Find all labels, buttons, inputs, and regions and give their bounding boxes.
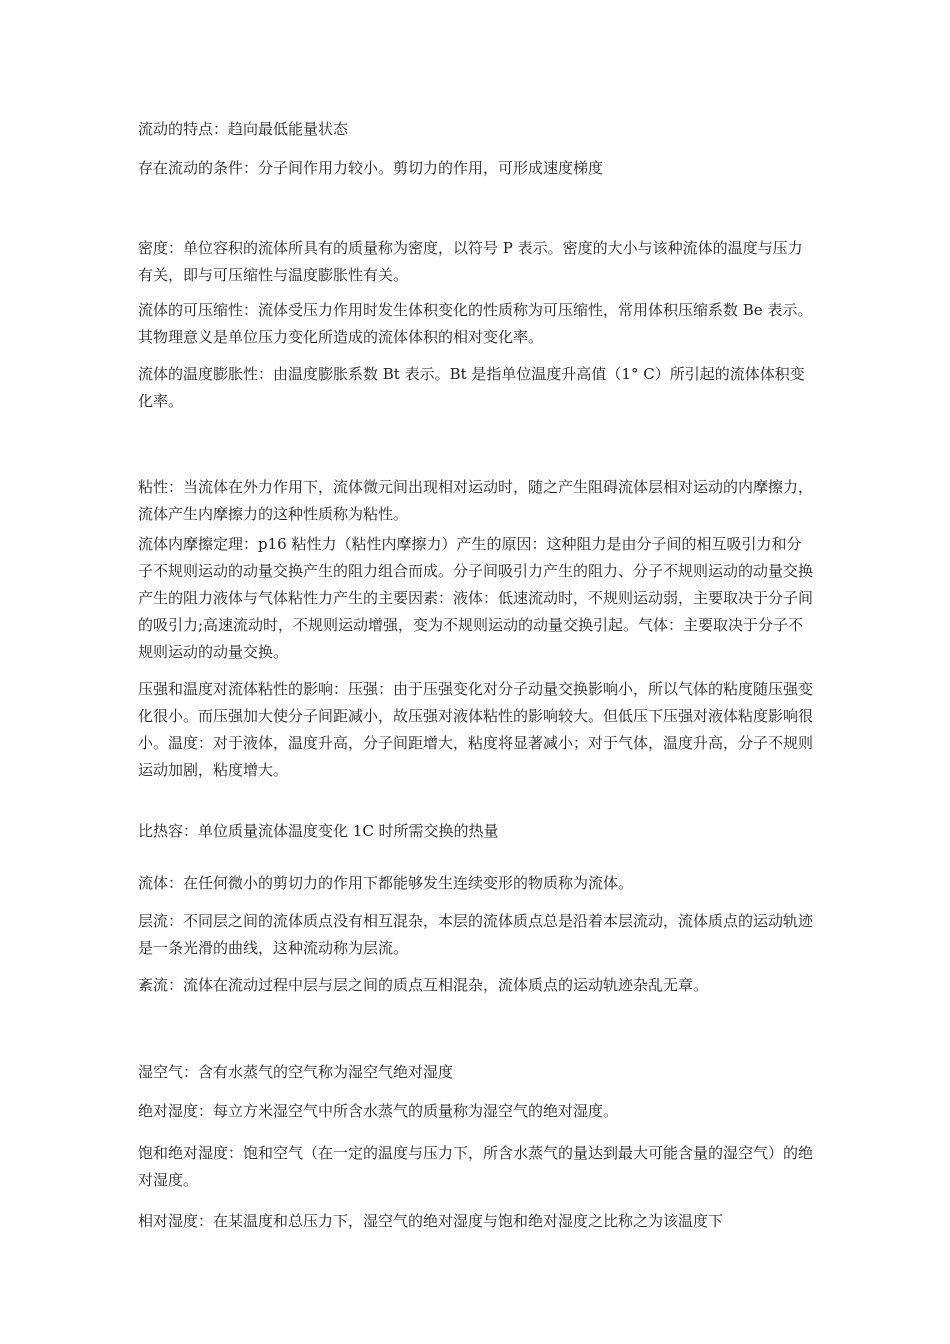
paragraph-thermal-expansion: 流体的温度膨胀性：由温度膨胀系数 Bt 表示。Bt 是指单位温度升高值（1° C）所引起的流体体积变化率。	[138, 365, 805, 410]
paragraph-flow-characteristics: 流动的特点：趋向最低能量状态	[138, 120, 349, 138]
paragraph-compressibility: 流体的可压缩性：流体受压力作用时发生体积变化的性质称为可压缩性，常用体积压缩系数 Be 表示。其物理意义是单位压力变化所造成的流体体积的相对变化率。	[138, 301, 813, 346]
paragraph-flow-conditions: 存在流动的条件：分子间作用力较小。剪切力的作用，可形成速度梯度	[138, 159, 604, 177]
paragraph-pressure-temperature-effect: 压强和温度对流体粘性的影响：压强：由于压强变化对分子动量交换影响小，所以气体的粘度随压强变化很小。而压强加大使分子间距减小，故压强对液体粘性的影响较大。但低压下压强对液体粘度影响很小。温度：对于液体，温度升高，分子间距增大，粘度将显著减小；对于气体，温度升高，分子不规则运动加剧，粘度增大。	[138, 680, 814, 779]
paragraph-humid-air: 湿空气：含有水蒸气的空气称为湿空气绝对湿度	[138, 1063, 454, 1081]
paragraph-saturated-humidity: 饱和绝对湿度：饱和空气（在一定的温度与压力下，所含水蒸气的量达到最大可能含量的湿空气）的绝对湿度。	[138, 1144, 814, 1189]
paragraph-laminar-flow: 层流：不同层之间的流体质点没有相互混杂，本层的流体质点总是沿着本层流动，流体质点的运动轨迹是一条光滑的曲线，这种流动称为层流。	[138, 912, 814, 957]
paragraph-relative-humidity: 相对湿度：在某温度和总压力下，湿空气的绝对湿度与饱和绝对湿度之比称之为该温度下	[138, 1212, 724, 1230]
paragraph-fluid-definition: 流体：在任何微小的剪切力的作用下都能够发生连续变形的物质称为流体。	[138, 874, 634, 892]
paragraph-viscosity: 粘性：当流体在外力作用下，流体微元间出现相对运动时，随之产生阻碍流体层相对运动的内摩擦力，流体产生内摩擦力的这种性质称为粘性。	[138, 478, 814, 523]
paragraph-internal-friction-law: 流体内摩擦定理：p16 粘性力（粘性内摩擦力）产生的原因：这种阻力是由分子间的相互吸引力和分子不规则运动的动量交换产生的阻力组合而成。分子间吸引力产生的阻力、分子不规则运动的动量交换产生的阻力液体与气体粘性力产生的主要因素：液体：低速流动时，不规则运动弱，主要取决于分子间的吸引力;高速流动时，不规则运动增强，变为不规则运动的动量交换引起。气体：主要取决于分子不规则运动的动量交换。	[138, 535, 814, 661]
paragraph-specific-heat: 比热容：单位质量流体温度变化 1C 时所需交换的热量	[138, 822, 499, 840]
paragraph-density: 密度：单位容积的流体所具有的质量称为密度，以符号 P 表示。密度的大小与该种流体的温度与压力有关，即与可压缩性与温度膨胀性有关。	[138, 239, 803, 284]
paragraph-absolute-humidity: 绝对湿度：每立方米湿空气中所含水蒸气的质量称为湿空气的绝对湿度。	[138, 1102, 619, 1120]
paragraph-turbulent-flow: 紊流：流体在流动过程中层与层之间的质点互相混杂，流体质点的运动轨迹杂乱无章。	[138, 976, 709, 994]
